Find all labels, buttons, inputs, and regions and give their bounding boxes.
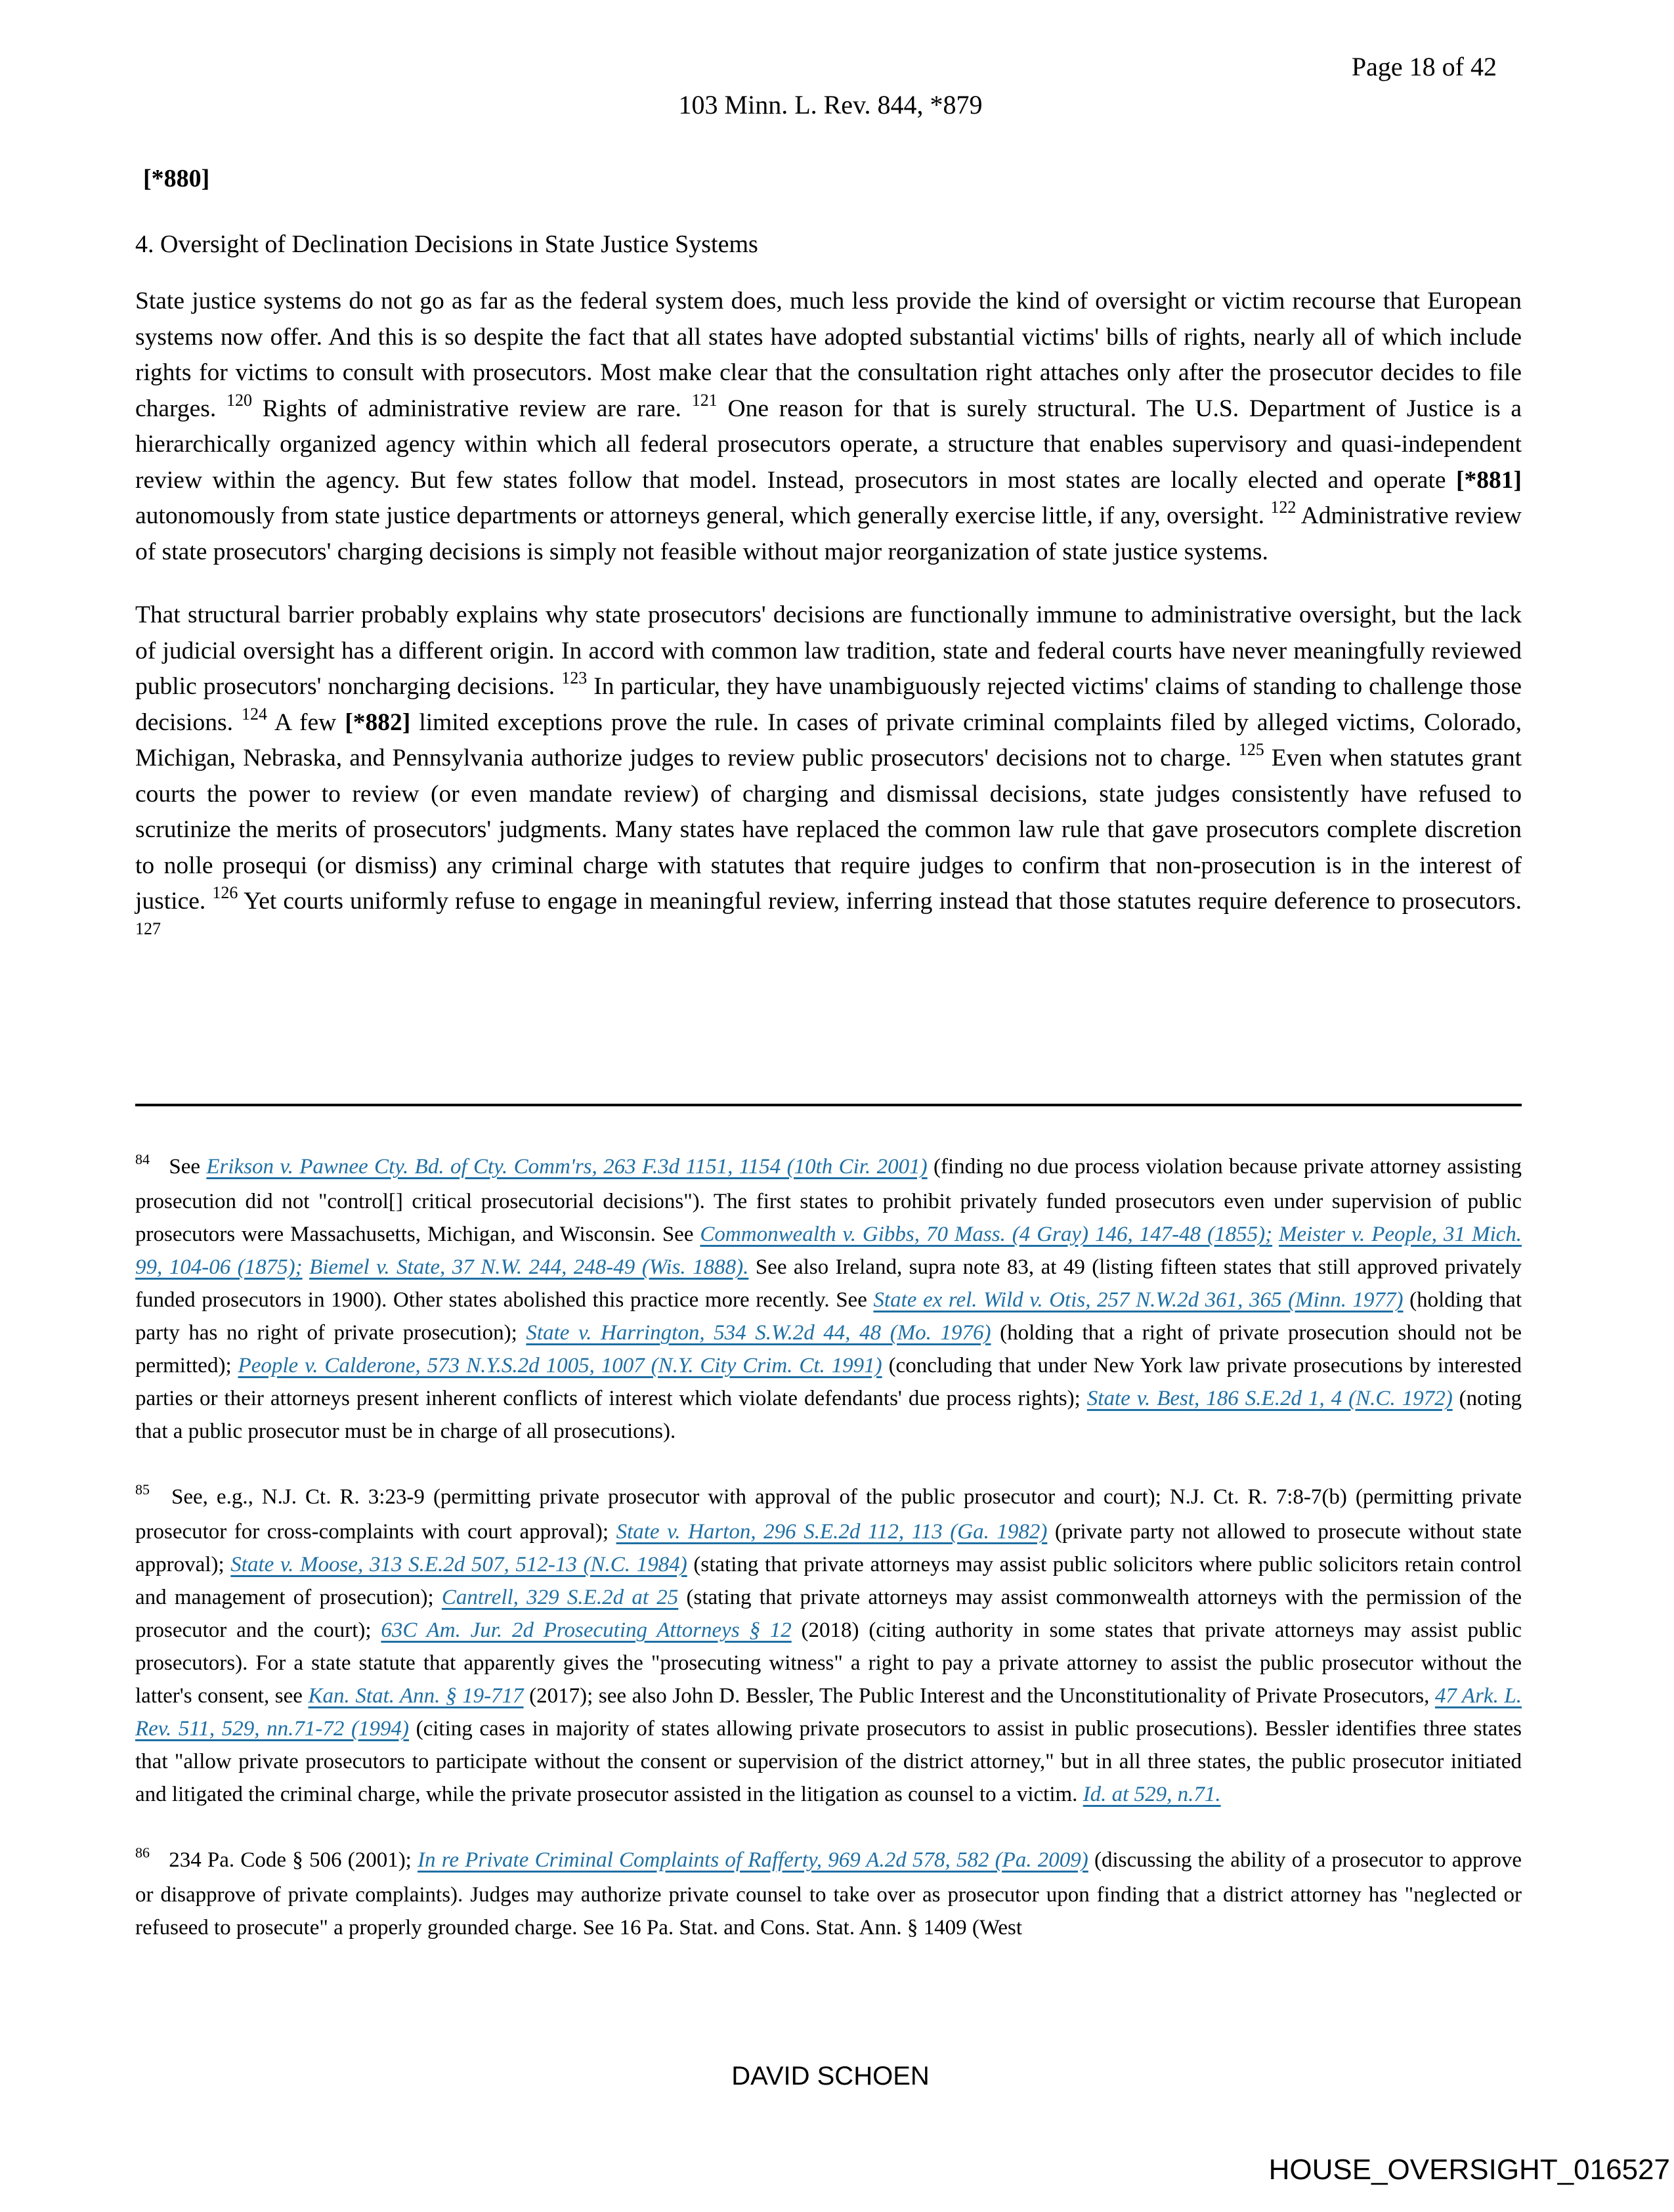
paragraph-2 (135, 597, 1522, 955)
footnote-ref-120[interactable]: 120 (226, 390, 253, 410)
text: (concluding that under New York law private prosecutions by interested parties or their attorneys present inherent conflicts of interest which violate defendants' due process rights); (135, 1354, 1522, 1410)
citation-link[interactable]: Id. at 529, n.71. (1083, 1783, 1221, 1806)
footnote-number: 84 (135, 1151, 150, 1167)
text: That structural barrier probably explains why state prosecutors' decisions are functionally immune to administrative oversight, but the lack of judicial oversight has a different origin. In accord with common law tradition, state and federal courts have never meaningfully reviewed public prosecutors' noncharging decisions. (135, 601, 1522, 700)
footnote-ref-122[interactable]: 122 (1270, 498, 1297, 517)
citation-link[interactable]: State v. Best, 186 S.E.2d 1, 4 (N.C. 1972) (1086, 1387, 1453, 1410)
footnote-divider (135, 1104, 1522, 1106)
text: Yet courts uniformly refuse to engage in meaningful review, inferring instead that those statutes require deference to prosecutors. (238, 888, 1522, 915)
citation-link[interactable]: Cantrell, 329 S.E.2d at 25 (441, 1586, 679, 1609)
text: (holding that a right of private prosecution should not be permitted); (135, 1321, 1522, 1377)
footnote-ref-127[interactable]: 127 (135, 919, 161, 938)
citation-link[interactable]: In re Private Criminal Complaints of Rafferty, 969 A.2d 578, 582 (Pa. 2009) (418, 1848, 1088, 1872)
main-text (135, 164, 1522, 955)
text: See (163, 1155, 207, 1179)
text: In particular, they have unambiguously rejected victims' claims of standing to challenge those decisions. (135, 673, 1522, 736)
text: limited exceptions prove the rule. In cases of private criminal complaints filed by alleged victims, Colorado, Michigan, Nebraska, and Pennsylvania authorize judges to review public prosecutors' decisions not to charge. (135, 708, 1522, 771)
running-head-citation: 103 Minn. L. Rev. 844, *879 (678, 90, 983, 119)
text: (stating that private attorneys may assist public solicitors where public solicitors retain control and management of prosecution); (135, 1553, 1522, 1609)
footnote-ref-125[interactable]: 125 (1238, 740, 1264, 759)
footnote-ref-121[interactable]: 121 (691, 390, 718, 410)
citation-link[interactable]: Commonwealth v. Gibbs, 70 Mass. (4 Gray) 146, 147-48 (1855); (700, 1223, 1273, 1246)
citation-link[interactable]: Erikson v. Pawnee Cty. Bd. of Cty. Comm'rs, 263 F.3d 1151, 1154 (10th Cir. 2001) (206, 1155, 928, 1179)
text: Rights of administrative review are rare. (252, 395, 692, 422)
text: (stating that private attorneys may assist commonwealth attorneys with the permission of the prosecutor and the court); (135, 1586, 1522, 1642)
text: State justice systems do not go as far as the federal system does, much less provide the kind of oversight or victim recourse that European systems now offer. And this is so despite the fact that all states have adopted substantial victims' bills of rights, nearly all of which include rights for victims to consult with prosecutors. Most make clear that the consultation right attaches only after the prosecutor decides to file charges. (135, 288, 1522, 422)
star-page-marker: [*881] (1456, 466, 1522, 494)
star-page-marker: [*882] (345, 708, 411, 736)
text: (2017); see also John D. Bessler, The Public Interest and the Unconstitutionality of Private Prosecutors, (523, 1684, 1435, 1708)
page-indicator: Page 18 of 42 (1351, 52, 1497, 81)
text: Administrative review of state prosecutors' charging decisions is simply not feasible without major reorganization of state justice systems. (135, 502, 1522, 565)
citation-link[interactable]: 47 Ark. L. Rev. 511, 529, nn.71-72 (1994) (135, 1684, 1522, 1741)
footnote-ref-126[interactable]: 126 (212, 883, 238, 902)
text: See, e.g., N.J. Ct. R. 3:23-9 (permitting private prosecutor with approval of the public prosecutor and court); N.J. Ct. R. 7:8-7(b) (permitting private prosecutor for cross-complaints with court approval); (135, 1485, 1522, 1544)
text: (2018) (citing authority in some states that private attorneys may assist public prosecutors). For a state statute that apparently gives the "prosecuting witness" a right to pay a private attorney to assist the public prosecutor without the latter's consent, see (135, 1618, 1522, 1708)
footnote-number: 86 (135, 1844, 150, 1861)
text: One reason for that is surely structural. The U.S. Department of Justice is a hierarchically organized agency within which all federal prosecutors operate, a structure that enables supervisory and quasi-independent review within the agency. But few states follow that model. Instead, prosecutors in most states are locally elected and operate (135, 395, 1522, 494)
text: A few (267, 708, 345, 736)
citation-link[interactable]: Kan. Stat. Ann. § 19-717 (308, 1684, 524, 1708)
footnote-ref-124[interactable]: 124 (242, 704, 267, 724)
text: (discussing the ability of a prosecutor to approve or disapprove of private complaints). Judges may authorize private counsel to take over as prosecutor upon finding that a district attorney has "neglected or refuseed to prosecute" a properly grounded charge. See 16 Pa. Stat. and Cons. Stat. Ann. § 1409 (West (135, 1848, 1522, 1940)
text: (finding no due process violation because private attorney assisting prosecution did not "control[] critical prosecutorial decisions"). The first states to prohibit privately funded prosecutors even under supervision of public prosecutors were Massachusetts, Michigan, and Wisconsin. See (135, 1155, 1522, 1246)
citation-link[interactable]: 63C Am. Jur. 2d Prosecuting Attorneys § 12 (381, 1618, 792, 1642)
footnote-84 (135, 1150, 1522, 1448)
citation-link[interactable]: State v. Harrington, 534 S.W.2d 44, 48 (Mo. 1976) (526, 1321, 991, 1345)
text: autonomously from state justice departments or attorneys general, which generally exercise little, if any, oversight. (135, 502, 1271, 529)
text (303, 1255, 309, 1279)
text: (noting that a public prosecutor must be in charge of all prosecutions). (135, 1387, 1522, 1443)
text: Even when statutes grant courts the power to review (or even mandate review) of charging and dismissal decisions, state judges consistently have refused to scrutinize the merits of prosecutors' judgments. Many states have replaced the common law rule that gave prosecutors complete discretion to nolle prosequi (or dismiss) any criminal charge with statutes that require judges to confirm that non-prosecution is in the interest of justice. (135, 745, 1522, 915)
citation-link[interactable]: Biemel v. State, 37 N.W. 244, 248-49 (Wis. 1888). (309, 1255, 749, 1279)
citation-link[interactable]: State v. Moose, 313 S.E.2d 507, 512-13 (N.C. 1984) (230, 1553, 687, 1576)
star-page-marker: [*880] (143, 165, 210, 192)
text (1272, 1223, 1279, 1246)
citation-link[interactable]: People v. Calderone, 573 N.Y.S.2d 1005, 1007 (N.Y. City Crim. Ct. 1991) (238, 1354, 882, 1377)
text: (private party not allowed to prosecute without state approval); (135, 1520, 1522, 1576)
footnotes (135, 1150, 1522, 1977)
citation-link[interactable]: Meister v. People, 31 Mich. 99, 104-06 (1875); (135, 1223, 1522, 1279)
footer-author: DAVID SCHOEN (731, 2062, 930, 2091)
text: (holding that party has no right of private prosecution); (135, 1288, 1522, 1345)
citation-link[interactable]: State ex rel. Wild v. Otis, 257 N.W.2d 361, 365 (Minn. 1977) (873, 1288, 1404, 1312)
text: 234 Pa. Code § 506 (2001); (163, 1848, 418, 1872)
footnote-85 (135, 1481, 1522, 1811)
footnote-number: 85 (135, 1481, 150, 1498)
paragraph-1 (135, 284, 1522, 570)
text: (citing cases in majority of states allowing private prosecutors to assist in public prosecutions). Bessler identifies three states that "allow private prosecutors to participate without the consent or supervision of the district attorney," but in all three states, the public prosecutor initiated and litigated the criminal charge, while the private prosecutor assisted in the litigation as counsel to a victim. (135, 1717, 1522, 1806)
text: See also Ireland, supra note 83, at 49 (listing fifteen states that still approved privately funded prosecutors in 1900). Other states abolished this practice more recently. See (135, 1255, 1522, 1312)
footnote-86 (135, 1844, 1522, 1944)
citation-link[interactable]: State v. Harton, 296 S.E.2d 112, 113 (Ga. 1982) (616, 1520, 1048, 1544)
footnote-ref-123[interactable]: 123 (561, 668, 588, 687)
section-heading: 4. Oversight of Declination Decisions in State Justice Systems (135, 230, 758, 258)
bates-number: HOUSE_OVERSIGHT_016527 (1268, 2154, 1670, 2186)
